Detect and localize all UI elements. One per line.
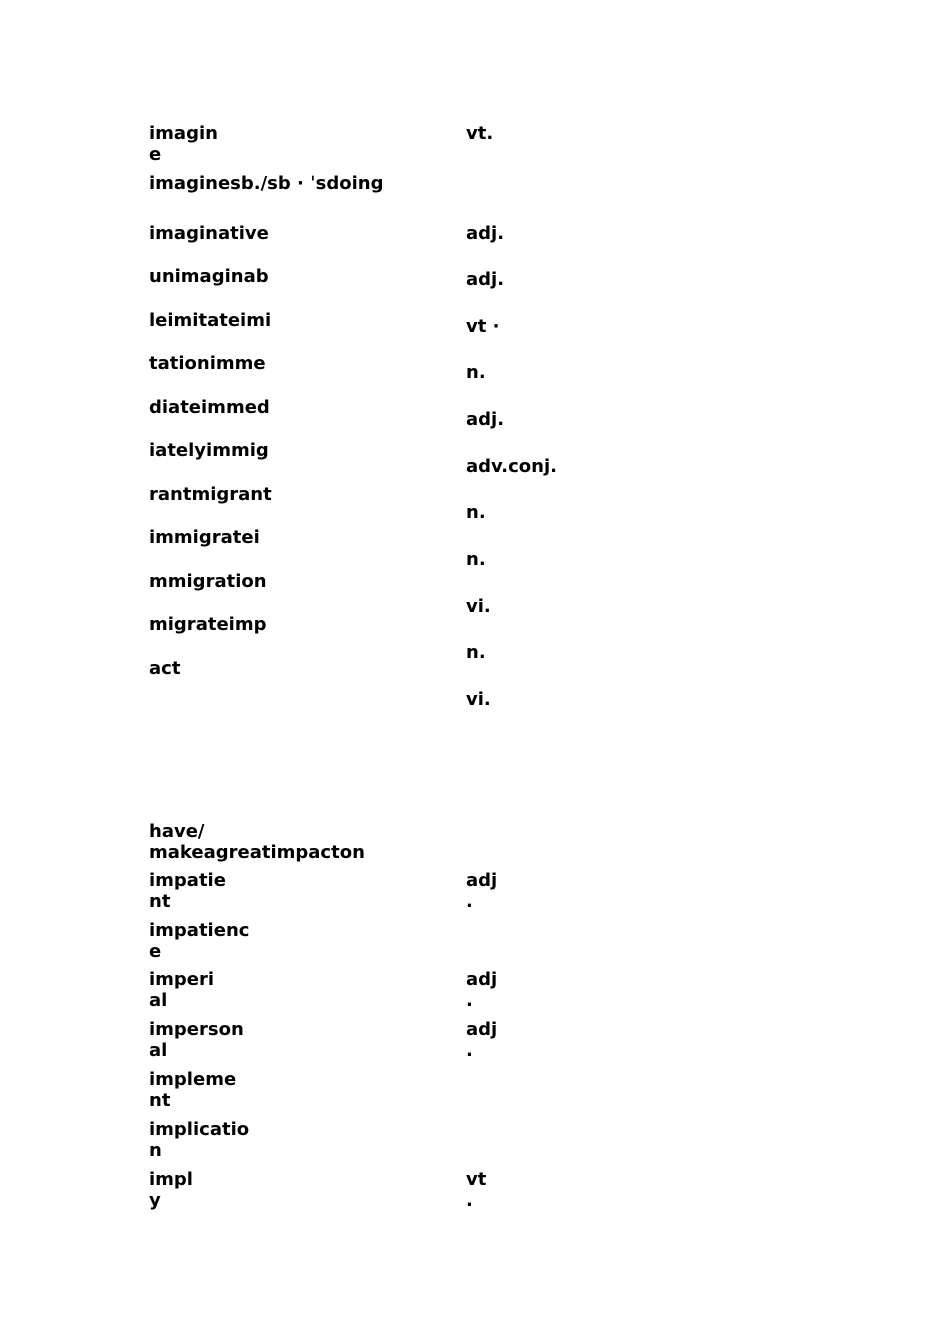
word-imagine: imagin e	[149, 123, 218, 165]
word-imaginative: imaginative	[149, 223, 269, 244]
word-impersonal: imperson al	[149, 1019, 244, 1061]
part-of-speech: n.	[466, 642, 486, 663]
part-of-speech: adj .	[466, 870, 498, 912]
part-of-speech: adj.	[466, 223, 505, 244]
word-fragment: iatelyimmig	[149, 440, 269, 461]
part-of-speech: vi.	[466, 596, 491, 617]
part-of-speech: adj .	[466, 969, 498, 1011]
word-impatience: impatienc e	[149, 920, 250, 962]
part-of-speech: vt .	[466, 1169, 487, 1211]
word-fragment: leimitateimi	[149, 310, 272, 331]
phrase-imagine-sb-doing: imaginesb./sb · ˈsdoing	[149, 173, 384, 194]
word-fragment: tationimme	[149, 353, 266, 374]
word-fragment: act	[149, 658, 181, 679]
word-fragment: diateimmed	[149, 397, 270, 418]
part-of-speech: n.	[466, 502, 486, 523]
word-fragment: unimaginab	[149, 266, 269, 287]
word-imply: impl y	[149, 1169, 193, 1211]
word-fragment: immigratei	[149, 527, 260, 548]
word-fragment: rantmigrant	[149, 484, 272, 505]
word-fragment: mmigration	[149, 571, 267, 592]
word-imperial: imperi al	[149, 969, 215, 1011]
part-of-speech: adj.	[466, 409, 505, 430]
part-of-speech: vt ·	[466, 316, 500, 337]
part-of-speech: n.	[466, 549, 486, 570]
phrase-impact-on: have/ makeagreatimpacton	[149, 821, 365, 863]
part-of-speech: adj.	[466, 269, 505, 290]
part-of-speech: adj .	[466, 1019, 498, 1061]
part-of-speech: adv.conj.	[466, 456, 557, 477]
word-implement: impleme nt	[149, 1069, 237, 1111]
part-of-speech: n.	[466, 362, 486, 383]
word-impatient: impatie nt	[149, 870, 226, 912]
part-of-speech: vi.	[466, 689, 491, 710]
word-fragment: migrateimp	[149, 614, 267, 635]
word-implication: implicatio n	[149, 1119, 250, 1161]
part-of-speech: vt.	[466, 123, 494, 144]
